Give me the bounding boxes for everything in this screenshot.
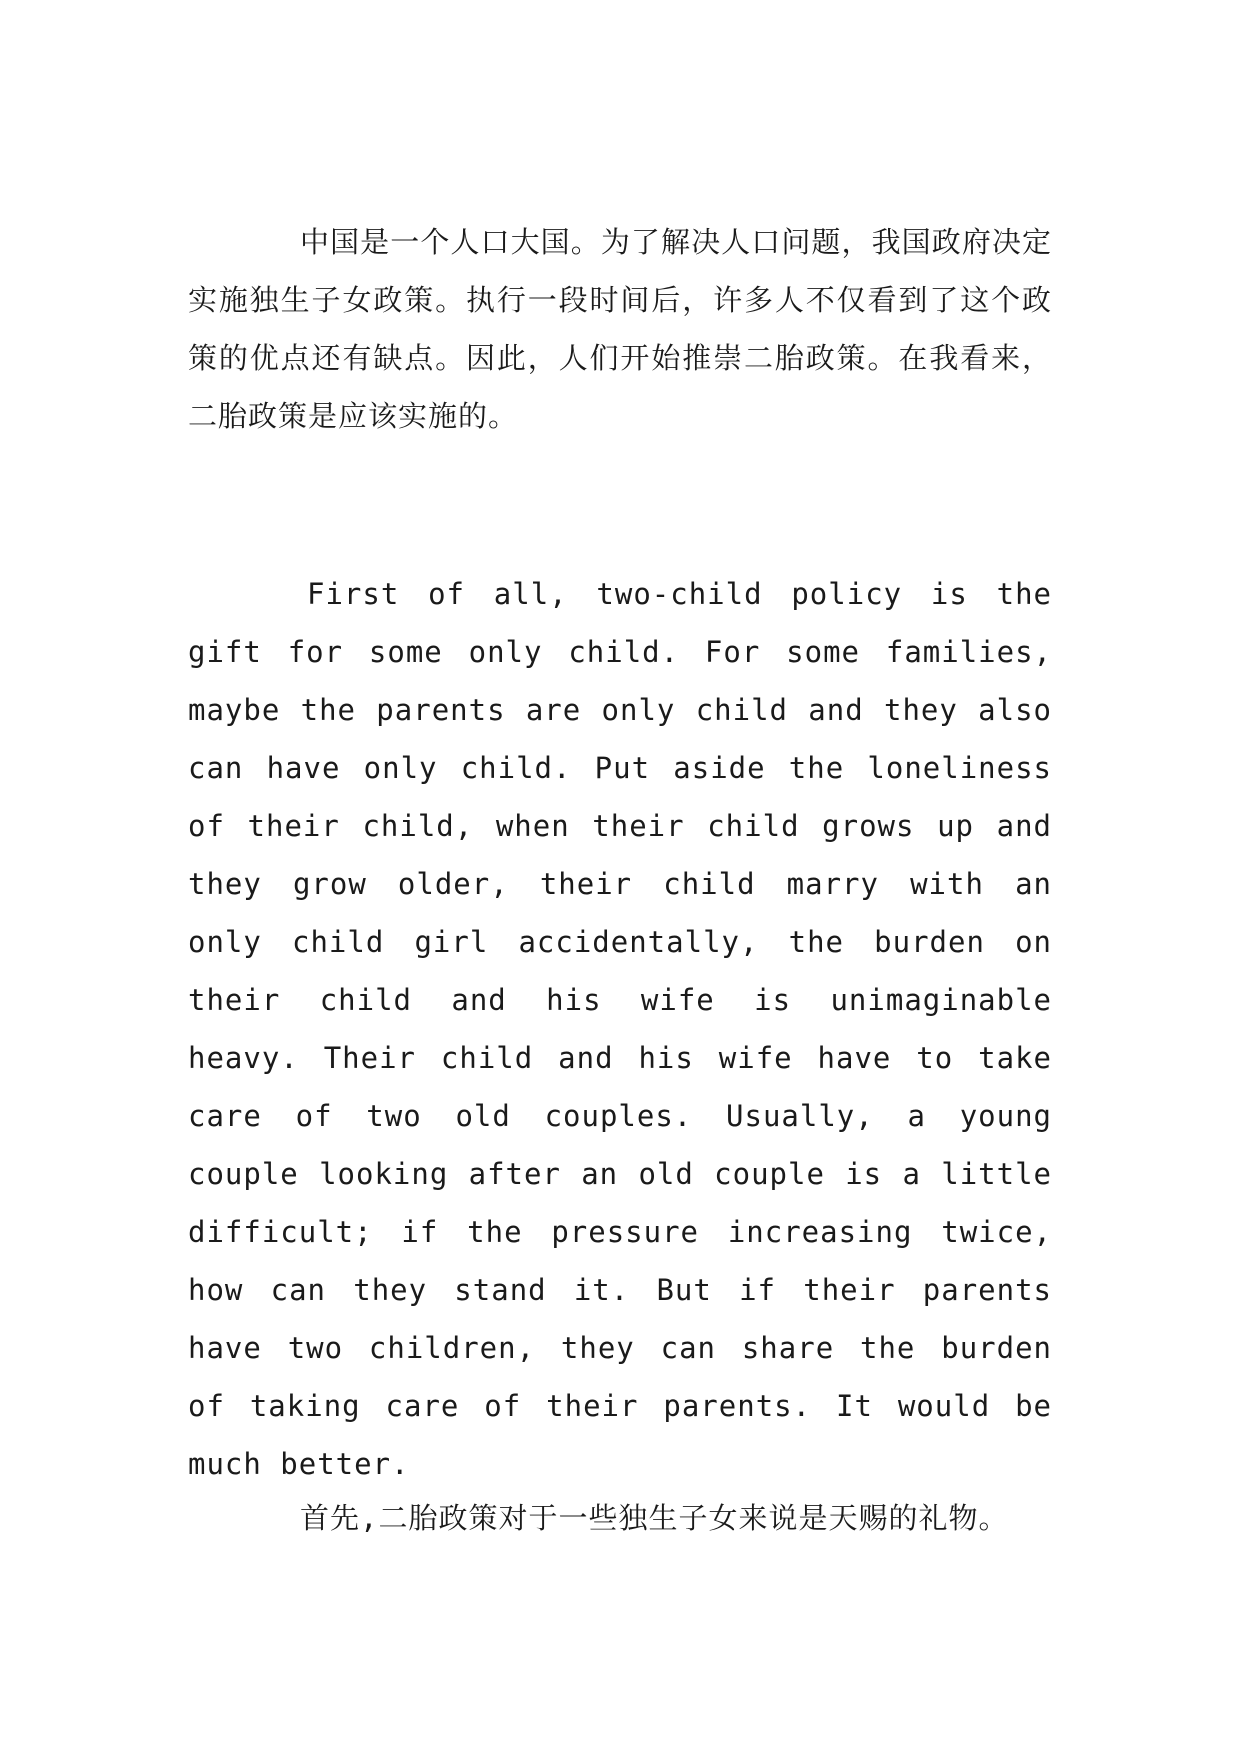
paragraph-intro-chinese: 中国是一个人口大国。为了解决人口问题，我国政府决定实施独生子女政策。执行一段时间后，许多人不仅看到了这个政策的优点还有缺点。因此，人们开始推崇二胎政策。在我看来，二胎政策是应该实施的。 [188,225,1052,433]
paragraph-first-argument-english: First of all, two-child policy is the gift for some only child. For some families, maybe the parents are only child and they also can have only child. Put aside the loneliness of their child, when their child grows up and they grow older, their child marry with an only child girl accidentally, the burden on their child and his wife is unimaginable heavy. Their child and his wife have to take care of two old couples. Usually, a young couple looking after an old couple is a little difficult; if the pressure increasing twice, how can they stand it. But if their parents have two children, they can share the burden of taking care of their parents. It would be much better. [188,577,1052,1481]
paragraph-first-argument-chinese: 首先,二胎政策对于一些独生子女来说是天赐的礼物。 [300,1501,1009,1535]
